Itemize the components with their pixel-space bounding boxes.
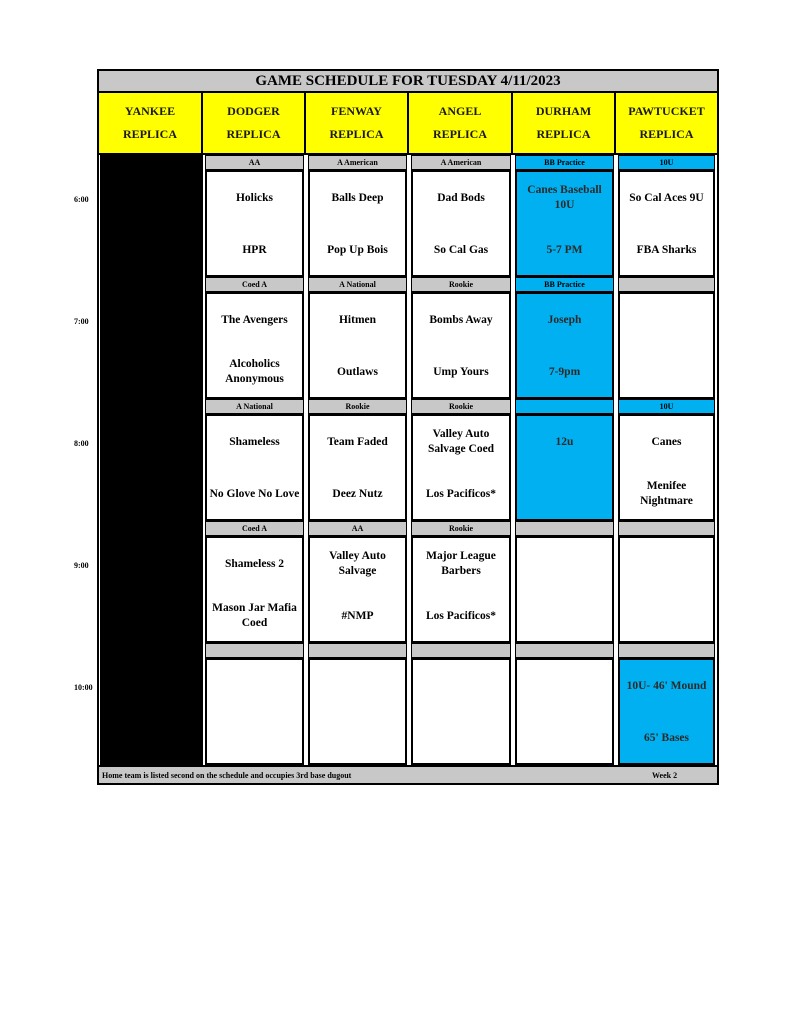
away-team: Balls Deep [331,191,384,204]
division-label: BB Practice [515,155,614,170]
home-team: Ump Yours [433,365,489,378]
field-name: DODGER [227,104,280,118]
home-team: HPR [242,243,267,256]
game-cell [515,170,614,277]
home-team: Menifee Nightmare [640,480,693,507]
game-cell [308,170,407,277]
game-cell [618,536,715,643]
away-team [620,538,713,590]
division-label: Coed A [205,521,304,536]
home-team: 7-9pm [548,365,581,378]
game-cell [205,292,304,399]
division-label: BB Practice [515,277,614,292]
division-label: 10U [618,399,715,414]
field-name: YANKEE [124,104,176,118]
division-label [308,643,407,658]
division-label [411,643,511,658]
division-label: AA [205,155,304,170]
home-team [620,590,713,642]
away-team [413,660,509,712]
field-header-angel [409,93,513,155]
division-label [618,521,715,536]
game-cell [618,658,715,765]
home-team [620,346,713,398]
home-team: Mason Jar Mafia Coed [212,602,297,629]
away-team [207,660,302,712]
yankee-column-blocked [100,155,203,765]
away-team: 12u [555,435,574,448]
game-cell [618,292,715,399]
game-cell [205,536,304,643]
field-header-fenway [306,93,409,155]
division-label [618,277,715,292]
game-cell [308,414,407,521]
home-team [207,712,302,764]
away-team [517,660,612,712]
division-label: 10U [618,155,715,170]
field-name: ANGEL [438,104,482,118]
home-team [413,712,509,764]
away-team: Canes Baseball 10U [527,184,602,211]
game-cell [411,414,511,521]
home-team: Los Pacificos* [426,609,496,622]
away-team: The Avengers [221,313,288,326]
away-team: Shameless 2 [224,557,285,570]
field-header-pawtucket [616,93,717,155]
game-cell [515,536,614,643]
field-subtitle: REPLICA [432,127,487,141]
away-team: Major League Barbers [426,550,496,577]
game-cell [411,658,511,765]
home-team: Outlaws [337,365,378,378]
home-team [517,468,612,520]
home-team: #NMP [341,609,374,622]
home-team [517,590,612,642]
away-team: Holicks [235,191,274,204]
schedule-table [97,69,719,785]
away-team: Valley Auto Salvage [329,550,386,577]
game-cell [411,292,511,399]
game-cell [308,292,407,399]
division-label: Coed A [205,277,304,292]
away-team: 10U- 46' Mound [626,679,707,692]
game-cell [618,414,715,521]
division-label: AA [308,521,407,536]
home-team: Deez Nutz [332,487,383,500]
division-label: A American [411,155,511,170]
away-team [620,294,713,346]
division-label: A National [308,277,407,292]
time-label: 6:00 [74,195,89,204]
game-cell [618,170,715,277]
home-team: 65' Bases [643,731,690,744]
footer-week: Week 2 [652,771,678,780]
game-cell [515,414,614,521]
home-team: FBA Sharks [636,243,697,256]
away-team: Hitmen [338,313,377,326]
home-team: Pop Up Bois [327,243,388,256]
schedule-title: GAME SCHEDULE FOR TUESDAY 4/11/2023 [99,71,717,93]
away-team: Canes [651,435,682,448]
home-team: Los Pacificos* [426,487,496,500]
home-team: 5-7 PM [546,243,583,256]
game-cell [205,170,304,277]
game-cell [411,170,511,277]
home-team: Alcoholics Anonymous [225,358,284,385]
home-team: No Glove No Love [209,487,300,500]
away-team: Valley Auto Salvage Coed [427,428,495,455]
field-subtitle: REPLICA [639,127,694,141]
field-name: FENWAY [331,104,382,118]
game-cell [205,658,304,765]
division-label [515,399,614,414]
away-team: Joseph [547,313,582,326]
home-team [310,712,405,764]
time-label: 9:00 [74,561,89,570]
field-name: DURHAM [535,104,592,118]
field-subtitle: REPLICA [226,127,281,141]
away-team: So Cal Aces 9U [629,191,704,204]
division-label [618,643,715,658]
away-team: Shameless [229,435,280,448]
division-label: Rookie [411,277,511,292]
field-name: PAWTUCKET [628,104,705,118]
game-cell [308,658,407,765]
game-cell [205,414,304,521]
game-cell [515,292,614,399]
field-subtitle: REPLICA [329,127,384,141]
away-team: Dad Bods [437,191,485,204]
division-label: Rookie [308,399,407,414]
field-header-durham [513,93,616,155]
home-team [517,712,612,764]
schedule-footer [99,765,717,783]
away-team [517,538,612,590]
division-label: Rookie [411,399,511,414]
away-team [310,660,405,712]
time-label: 7:00 [74,317,89,326]
footer-note: Home team is listed second on the schedule and occupies 3rd base dugout [102,771,352,780]
game-cell [515,658,614,765]
field-subtitle: REPLICA [536,127,591,141]
division-label [515,521,614,536]
field-header-yankee [99,93,203,155]
division-label: Rookie [411,521,511,536]
field-header-dodger [203,93,306,155]
home-team: So Cal Gas [433,243,489,256]
division-label [515,643,614,658]
game-cell [308,536,407,643]
division-label [205,643,304,658]
time-label: 8:00 [74,439,89,448]
away-team: Team Faded [327,435,388,448]
division-label: A American [308,155,407,170]
division-label: A National [205,399,304,414]
game-cell [411,536,511,643]
field-subtitle: REPLICA [122,127,177,141]
away-team: Bombs Away [429,313,493,326]
time-label: 10:00 [74,683,93,692]
